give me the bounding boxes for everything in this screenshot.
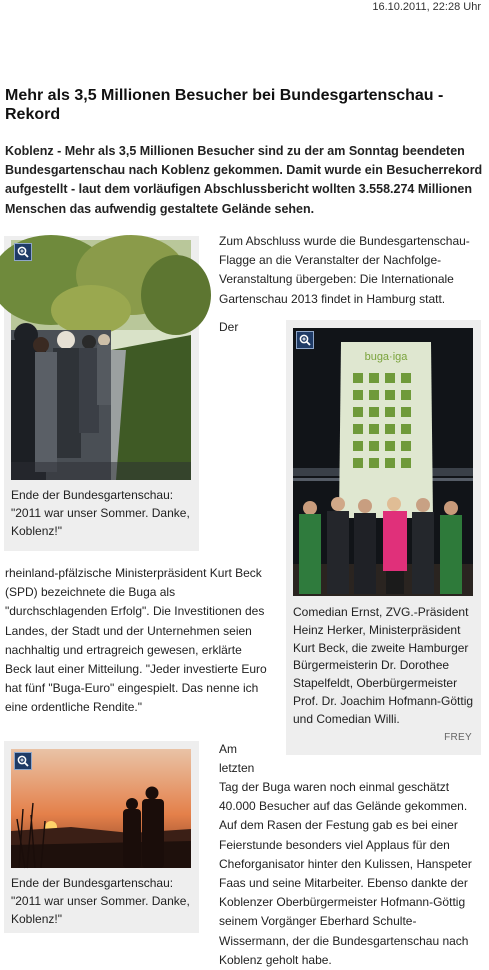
- figure-sunset-caption: Ende der Bundesgartenschau: "2011 war unser Sommer. Danke, Koblenz!": [11, 876, 190, 926]
- figure-sunset: [4, 741, 199, 933]
- article-paragraph-1: Zum Abschluss wurde die Bundesgartenschau-Flagge an die Veranstalter der Nachfolge-Veranstaltung übergeben: Die Internationale Gartenschau 2013 findet in Hamburg statt.: [219, 234, 470, 306]
- figure-crowd-zoom-button[interactable]: [14, 243, 32, 261]
- article-paragraph-2-start: Der: [219, 320, 239, 334]
- article-paragraph-3-rest: Tag der Buga waren noch einmal geschätzt 40.000 Besucher auf das Gelände gekommen. Auf dem Rasen der Festung gab es bei einer Feierstunde besonders viel Applaus für den Cheforganisator hinter den Kulissen, Hanspeter Faas und seine Mitarbeiter. Ebenso dankte der Koblenzer Oberbürgermeister Hofmann-Göttig seinem Vorgänger Eberhard Schulte-Wissermann, der die Bundesgartenschau nach Koblenz geholt habe.: [219, 780, 472, 967]
- article-paragraph-3-line-1: Am: [219, 742, 237, 756]
- zoom-icon: [17, 246, 29, 258]
- article-paragraph-2-rest: rheinland-pfälzische Ministerpräsident Kurt Beck (SPD) bezeichnete die Buga als "durchschlagenden Erfolg". Die Investitionen des Landes, der Stadt und der Unternehmen seien nachhaltig und ertragreich gewesen, erklärte Beck laut einer Mitteilung. "Jeder investierte Euro hat fünf "Buga-Euro" eingespielt. Das nenne ich eine ordentliche Rendite.": [5, 566, 267, 715]
- article-paragraph-3-line-2: letzten: [219, 761, 255, 775]
- svg-text:buga·iga: buga·iga: [364, 351, 408, 363]
- figure-ceremony: [286, 320, 481, 755]
- article-timestamp: 16.10.2011, 22:28 Uhr: [372, 1, 481, 13]
- zoom-icon: [299, 334, 311, 346]
- figure-ceremony-photo[interactable]: [293, 328, 473, 596]
- figure-ceremony-credit: FREY: [444, 732, 472, 743]
- figure-ceremony-caption: Comedian Ernst, ZVG.-Präsident Heinz Herker, Ministerpräsident Kurt Beck, die zweite Hamburger Bürgermeisterin Dr. Dorothee Stapelfeldt, Oberbürgermeister Prof. Dr. Joachim Hofmann-Göttig und Comedian Willi.: [293, 605, 474, 726]
- figure-ceremony-zoom-button[interactable]: [296, 331, 314, 349]
- article-headline: Mehr als 3,5 Millionen Besucher bei Bundesgartenschau - Rekord: [5, 87, 444, 123]
- figure-sunset-zoom-button[interactable]: [14, 752, 32, 770]
- figure-crowd-photo[interactable]: [11, 240, 191, 480]
- figure-crowd-caption: Ende der Bundesgartenschau: "2011 war unser Sommer. Danke, Koblenz!": [11, 488, 190, 538]
- figure-crowd: [4, 236, 199, 551]
- figure-sunset-photo[interactable]: [11, 749, 191, 868]
- zoom-icon: [17, 755, 29, 767]
- article-lead: Koblenz - Mehr als 3,5 Millionen Besucher sind zu der am Sonntag beendeten Bundesgartenschau nach Koblenz gekommen. Damit wurde ein Besucherrekord aufgestellt - laut dem vorläufigen Abschlussbericht wollten 3.558.274 Millionen Menschen das aufwendig gestaltete Gelände sehen.: [5, 144, 483, 216]
